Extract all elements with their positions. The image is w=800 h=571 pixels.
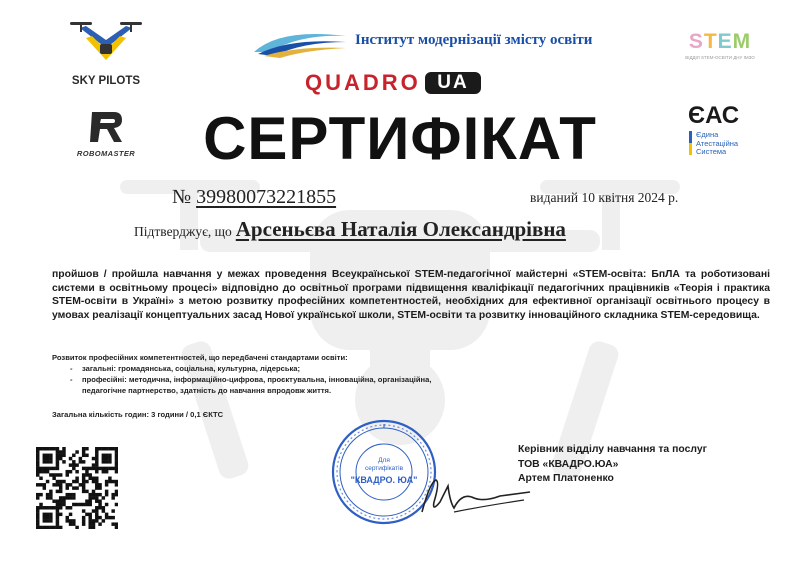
signer-company: ТОВ «КВАДРО.ЮА» — [518, 458, 619, 470]
signer-position: Керівник відділу навчання та послуг — [518, 444, 707, 455]
sky-pilots-text: SKY PILOTS — [71, 75, 141, 87]
drone-with-ukraine-flag-icon — [66, 18, 146, 68]
competencies-title: Розвиток професійних компетентностей, що передбачені стандартами освіти: — [52, 353, 348, 362]
competency-item: - загальні: громадянська, соціальна, культурна, лідерська; — [82, 363, 472, 374]
competencies-block — [52, 352, 472, 396]
certificate-number: 39980073221855 — [196, 186, 337, 208]
number-sign: № — [172, 186, 192, 208]
stamp-center-name: "КВАДРО. ЮА" — [350, 475, 418, 485]
stem-letter-s: S — [688, 30, 704, 53]
stem-letter-t: T — [703, 30, 718, 53]
certificate-body: пройшов / пройшла навчання у межах проведення Всеукраїнської STEM-педагогічної майстерні «STEM-освіта: БпЛА та роботизовані системи в освітньому процесі» відповідно до освітньої програми підвищення кваліфікації педагогічних працівників «Теорія і практика STEM-освіти в Україні» з метою розвитку професійних компетентностей, необхідних для ефективної організації освітнього процесу в умовах реалізації концептуальних засад Нової української школи, STEM-освіти та розвитку інноваційного складника STEM-середовища. — [52, 269, 770, 321]
quadro-text: QUADRO — [305, 70, 421, 95]
recipient-line — [134, 217, 566, 242]
ua-badge: UA — [425, 72, 480, 94]
stem-caption: ВІДДІЛ STEM-ОСВІТИ ДНУ ІМЗО — [685, 55, 755, 60]
stamp-center-mid: сертифікатів — [364, 465, 404, 472]
confirm-prefix: Підтверджує, що — [134, 224, 232, 239]
issued-date: виданий 10 квітня 2024 р. — [530, 190, 679, 205]
certificate-number-line — [172, 186, 336, 209]
certificate-title: СЕРТИФІКАТ — [203, 105, 597, 172]
quadro-ua-logo — [305, 70, 481, 96]
eas-title: ЄАС — [688, 102, 740, 129]
stem-letter-m: M — [732, 30, 752, 53]
imzo-text: Інститут модернізації змісту освіти — [355, 32, 593, 48]
handwritten-signature-icon — [414, 472, 534, 522]
stem-logo — [675, 30, 765, 60]
recipient-name: Арсеньєва Наталія Олександрівна — [235, 217, 566, 241]
imzo-wave-icon — [250, 26, 350, 60]
imzo-logo — [250, 26, 593, 62]
stamp-center-top: Для — [378, 457, 390, 464]
robomaster-text: ROBOMASTER — [76, 149, 136, 158]
total-hours: Загальна кількість годин: 3 години / 0,1 ЄКТС — [52, 410, 224, 419]
eas-line-3: Система — [696, 147, 727, 156]
signer-name: Артем Платоненко — [518, 473, 614, 484]
stem-letter-e: E — [717, 30, 733, 53]
qr-code-icon[interactable] — [36, 447, 118, 529]
competency-item: - професійні: методична, інформаційно-цифрова, проєктувальна, інноваційна, організаційна, педагогічне партнерство, здатність до навчання впродовж життя. — [82, 374, 472, 396]
eas-line-1: Єдина — [696, 130, 719, 139]
eas-line-2: Атестаційна — [696, 138, 739, 148]
signer-block — [518, 443, 707, 487]
sky-pilots-logo — [58, 18, 154, 87]
competencies-list — [52, 363, 472, 396]
